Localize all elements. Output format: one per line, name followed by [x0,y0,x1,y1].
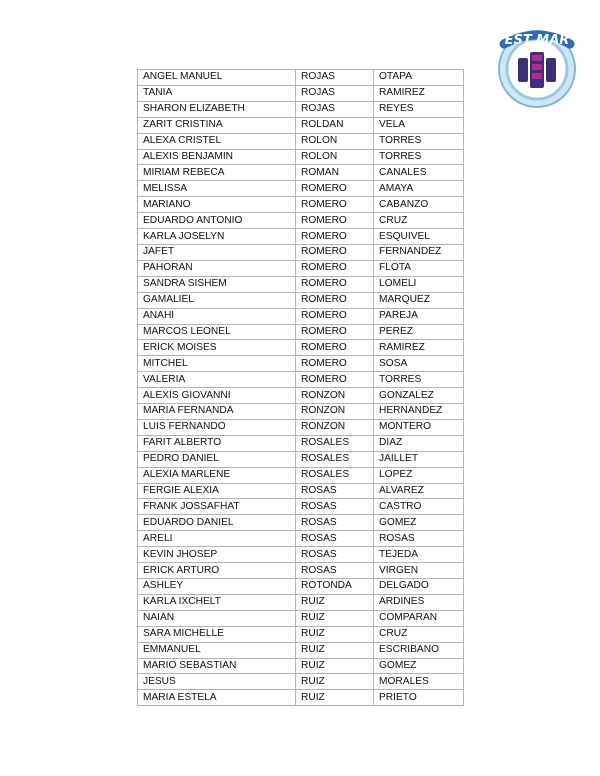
maternal-surname-cell: RAMIREZ [374,340,464,356]
paternal-surname-cell: RONZON [296,419,374,435]
table-row [138,276,464,292]
maternal-surname-cell: FLOTA [374,260,464,276]
table-row [138,181,464,197]
maternal-surname-cell: MORALES [374,674,464,690]
first-name-cell: ERICK ARTURO [138,563,296,579]
table-row [138,626,464,642]
table-row [138,340,464,356]
maternal-surname-cell: ESQUIVEL [374,229,464,245]
paternal-surname-cell: RUIZ [296,610,374,626]
first-name-cell: EDUARDO ANTONIO [138,213,296,229]
table-row [138,133,464,149]
maternal-surname-cell: ARDINES [374,594,464,610]
maternal-surname-cell: HERNANDEZ [374,404,464,420]
paternal-surname-cell: ROJAS [296,101,374,117]
maternal-surname-cell: DIAZ [374,435,464,451]
first-name-cell: MARIA FERNANDA [138,404,296,420]
table-row [138,117,464,133]
table-row [138,292,464,308]
maternal-surname-cell: LOMELI [374,276,464,292]
paternal-surname-cell: ROLON [296,133,374,149]
table-row [138,563,464,579]
first-name-cell: PEDRO DANIEL [138,451,296,467]
table-row [138,165,464,181]
paternal-surname-cell: ROMERO [296,356,374,372]
table-row [138,451,464,467]
paternal-surname-cell: ROSALES [296,467,374,483]
paternal-surname-cell: ROMERO [296,372,374,388]
maternal-surname-cell: TORRES [374,149,464,165]
table-row [138,594,464,610]
paternal-surname-cell: ROLDAN [296,117,374,133]
maternal-surname-cell: DELGADO [374,579,464,595]
first-name-cell: ALEXA CRISTEL [138,133,296,149]
maternal-surname-cell: CABANZO [374,197,464,213]
table-row [138,260,464,276]
paternal-surname-cell: ROMERO [296,213,374,229]
paternal-surname-cell: ROMERO [296,181,374,197]
maternal-surname-cell: FERNANDEZ [374,244,464,260]
paternal-surname-cell: ROMERO [296,308,374,324]
first-name-cell: SANDRA SISHEM [138,276,296,292]
first-name-cell: ANAHI [138,308,296,324]
table-row [138,419,464,435]
first-name-cell: FERGIE ALEXIA [138,483,296,499]
table-row [138,642,464,658]
paternal-surname-cell: RONZON [296,388,374,404]
maternal-surname-cell: GOMEZ [374,515,464,531]
first-name-cell: JESUS [138,674,296,690]
first-name-cell: ALEXIS BENJAMIN [138,149,296,165]
student-roster-table [137,69,464,706]
paternal-surname-cell: RUIZ [296,674,374,690]
first-name-cell: ALEXIA MARLENE [138,467,296,483]
table-row [138,467,464,483]
first-name-cell: KEVIN JHOSEP [138,547,296,563]
maternal-surname-cell: RAMIREZ [374,85,464,101]
table-row [138,404,464,420]
maternal-surname-cell: GOMEZ [374,658,464,674]
first-name-cell: GAMALIEL [138,292,296,308]
first-name-cell: TANIA [138,85,296,101]
table-row [138,674,464,690]
table-row [138,213,464,229]
table-row [138,690,464,706]
maternal-surname-cell: AMAYA [374,181,464,197]
maternal-surname-cell: MARQUEZ [374,292,464,308]
table-row [138,531,464,547]
table-row [138,70,464,86]
table-row [138,197,464,213]
first-name-cell: JAFET [138,244,296,260]
maternal-surname-cell: OTAPA [374,70,464,86]
maternal-surname-cell: COMPARAN [374,610,464,626]
paternal-surname-cell: ROMERO [296,324,374,340]
first-name-cell: MARIANO [138,197,296,213]
maternal-surname-cell: CRUZ [374,213,464,229]
maternal-surname-cell: TORRES [374,372,464,388]
first-name-cell: FARIT ALBERTO [138,435,296,451]
paternal-surname-cell: ROSAS [296,563,374,579]
table-row [138,435,464,451]
first-name-cell: ALEXIS GIOVANNI [138,388,296,404]
table-row [138,547,464,563]
paternal-surname-cell: ROSAS [296,499,374,515]
paternal-surname-cell: ROMERO [296,340,374,356]
maternal-surname-cell: VIRGEN [374,563,464,579]
table-row [138,610,464,626]
first-name-cell: MARIO SEBASTIAN [138,658,296,674]
maternal-surname-cell: ESCRIBANO [374,642,464,658]
first-name-cell: MELISSA [138,181,296,197]
maternal-surname-cell: JAILLET [374,451,464,467]
maternal-surname-cell: CASTRO [374,499,464,515]
table-row [138,244,464,260]
paternal-surname-cell: RUIZ [296,690,374,706]
paternal-surname-cell: ROSAS [296,547,374,563]
paternal-surname-cell: ROSALES [296,435,374,451]
paternal-surname-cell: ROSALES [296,451,374,467]
roster-body [138,70,464,706]
paternal-surname-cell: ROMERO [296,292,374,308]
paternal-surname-cell: ROMERO [296,197,374,213]
maternal-surname-cell: PEREZ [374,324,464,340]
table-row [138,658,464,674]
table-row [138,229,464,245]
table-row [138,499,464,515]
paternal-surname-cell: RONZON [296,404,374,420]
first-name-cell: MARCOS LEONEL [138,324,296,340]
first-name-cell: FRANK JOSSAFHAT [138,499,296,515]
first-name-cell: ARELI [138,531,296,547]
maternal-surname-cell: ALVAREZ [374,483,464,499]
paternal-surname-cell: RUIZ [296,626,374,642]
paternal-surname-cell: ROMERO [296,229,374,245]
maternal-surname-cell: REYES [374,101,464,117]
first-name-cell: ZARIT CRISTINA [138,117,296,133]
first-name-cell: PAHORAN [138,260,296,276]
paternal-surname-cell: RUIZ [296,594,374,610]
maternal-surname-cell: ROSAS [374,531,464,547]
maternal-surname-cell: VELA [374,117,464,133]
first-name-cell: EDUARDO DANIEL [138,515,296,531]
first-name-cell: SHARON ELIZABETH [138,101,296,117]
paternal-surname-cell: ROSAS [296,515,374,531]
paternal-surname-cell: ROMERO [296,244,374,260]
first-name-cell: NAIAN [138,610,296,626]
maternal-surname-cell: MONTERO [374,419,464,435]
paternal-surname-cell: RUIZ [296,642,374,658]
first-name-cell: MIRIAM REBECA [138,165,296,181]
table-row [138,579,464,595]
maternal-surname-cell: CRUZ [374,626,464,642]
first-name-cell: MITCHEL [138,356,296,372]
school-logo [494,24,580,110]
first-name-cell: MARIA ESTELA [138,690,296,706]
paternal-surname-cell: ROTONDA [296,579,374,595]
maternal-surname-cell: TORRES [374,133,464,149]
first-name-cell: VALERIA [138,372,296,388]
maternal-surname-cell: LOPEZ [374,467,464,483]
table-row [138,483,464,499]
first-name-cell: LUIS FERNANDO [138,419,296,435]
table-row [138,308,464,324]
paternal-surname-cell: ROSAS [296,483,374,499]
first-name-cell: ERICK MOISES [138,340,296,356]
table-row [138,101,464,117]
paternal-surname-cell: ROMERO [296,260,374,276]
svg-text:EST MAR: EST MAR [504,33,570,48]
first-name-cell: EMMANUEL [138,642,296,658]
paternal-surname-cell: ROJAS [296,85,374,101]
table-row [138,149,464,165]
maternal-surname-cell: PAREJA [374,308,464,324]
table-row [138,85,464,101]
paternal-surname-cell: ROJAS [296,70,374,86]
paternal-surname-cell: RUIZ [296,658,374,674]
paternal-surname-cell: ROSAS [296,531,374,547]
table-row [138,515,464,531]
first-name-cell: ANGEL MANUEL [138,70,296,86]
paternal-surname-cell: ROMAN [296,165,374,181]
first-name-cell: SARA MICHELLE [138,626,296,642]
maternal-surname-cell: CANALES [374,165,464,181]
maternal-surname-cell: SOSA [374,356,464,372]
paternal-surname-cell: ROMERO [296,276,374,292]
table-row [138,372,464,388]
maternal-surname-cell: GONZALEZ [374,388,464,404]
table-row [138,356,464,372]
maternal-surname-cell: PRIETO [374,690,464,706]
table-row [138,324,464,340]
first-name-cell: KARLA IXCHELT [138,594,296,610]
first-name-cell: KARLA JOSELYN [138,229,296,245]
first-name-cell: ASHLEY [138,579,296,595]
table-row [138,388,464,404]
maternal-surname-cell: TEJEDA [374,547,464,563]
paternal-surname-cell: ROLON [296,149,374,165]
